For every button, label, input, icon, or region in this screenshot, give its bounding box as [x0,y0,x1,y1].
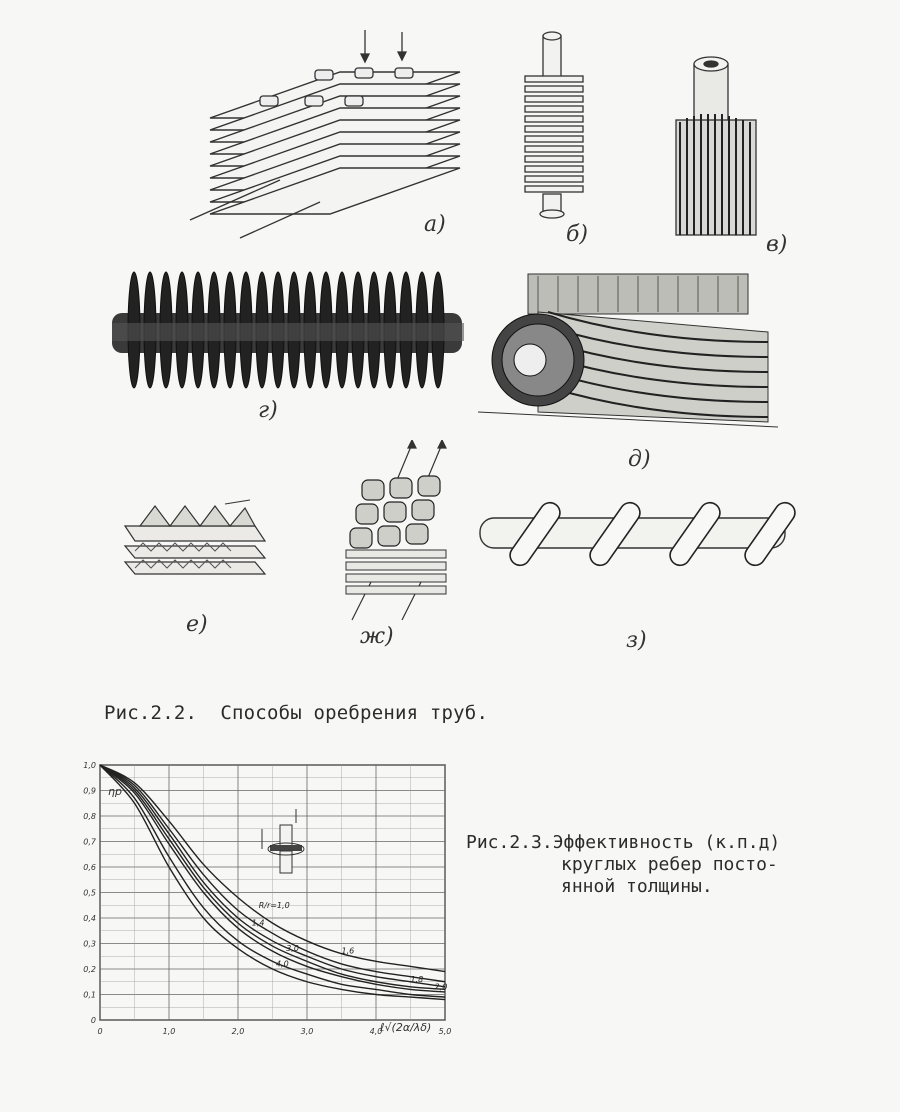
panel-b-round-fin-tube [515,28,595,223]
panel-b-label: б) [566,222,589,247]
series-label: 4,0 [275,959,289,969]
figure-2-2-caption: Рис.2.2. Способы оребрения труб. [104,702,489,724]
panel-zh-channel-fins [332,440,467,625]
chart-xlabel: ℓ√(2α/λδ) [380,1021,432,1034]
y-tick-label: 0,2 [83,965,96,974]
panel-d-label: д) [628,447,651,472]
panel-v-label: в) [766,232,788,257]
x-tick-label: 3,0 [300,1027,314,1036]
figure-2-3-caption-line1: Рис.2.3.Эффективность (к.п.д) [466,832,781,853]
panel-z-label: з) [626,628,647,653]
y-tick-label: 0,3 [83,939,96,949]
x-tick-label: 0 [97,1027,103,1036]
series-label: 2,0 [434,982,448,992]
panel-v-longitudinal-fin-tube [664,50,769,245]
y-tick-label: 0,9 [83,786,96,796]
series-label: R/r=1,0 [258,900,290,910]
panel-g-label: г) [258,398,278,423]
panel-a-label: а) [424,212,446,237]
y-tick-label: 1,0 [83,761,96,770]
fin-efficiency-chart [80,755,460,1065]
y-tick-label: 0,6 [83,863,96,872]
y-tick-label: 0,8 [83,812,96,821]
x-tick-label: 2,0 [231,1027,245,1036]
y-tick-label: 0,4 [83,914,96,923]
panel-g-spiral-fin-tube [112,268,472,398]
series-label: 3,0 [286,944,300,954]
panel-zh-label: ж) [360,624,394,649]
panel-e-label: е) [186,612,208,637]
figure-2-3-caption-line2: круглых ребер посто- [561,854,778,875]
panel-e-corrugated-fins [105,496,270,596]
series-label: 1,6 [341,946,355,956]
y-tick-label: 0,5 [83,888,96,898]
y-tick-label: 0,7 [83,837,96,847]
fin-cross-section-icon [262,809,304,873]
x-tick-label: 5,0 [438,1027,452,1036]
chart-ylabel: ηp [108,785,122,798]
panel-d-rolled-spiral-fin [478,272,778,442]
y-tick-label: 0,1 [83,990,96,1000]
y-tick-label: 0 [90,1016,96,1025]
figure-2-3-caption-line3: янной толщины. [561,876,713,897]
x-tick-label: 1,0 [162,1027,176,1036]
series-label: 1,8 [410,974,424,984]
series-label: 1,4 [251,918,265,928]
panel-z-wire-wound-tube [470,490,800,575]
x-tick-label: 4,0 [369,1027,383,1036]
